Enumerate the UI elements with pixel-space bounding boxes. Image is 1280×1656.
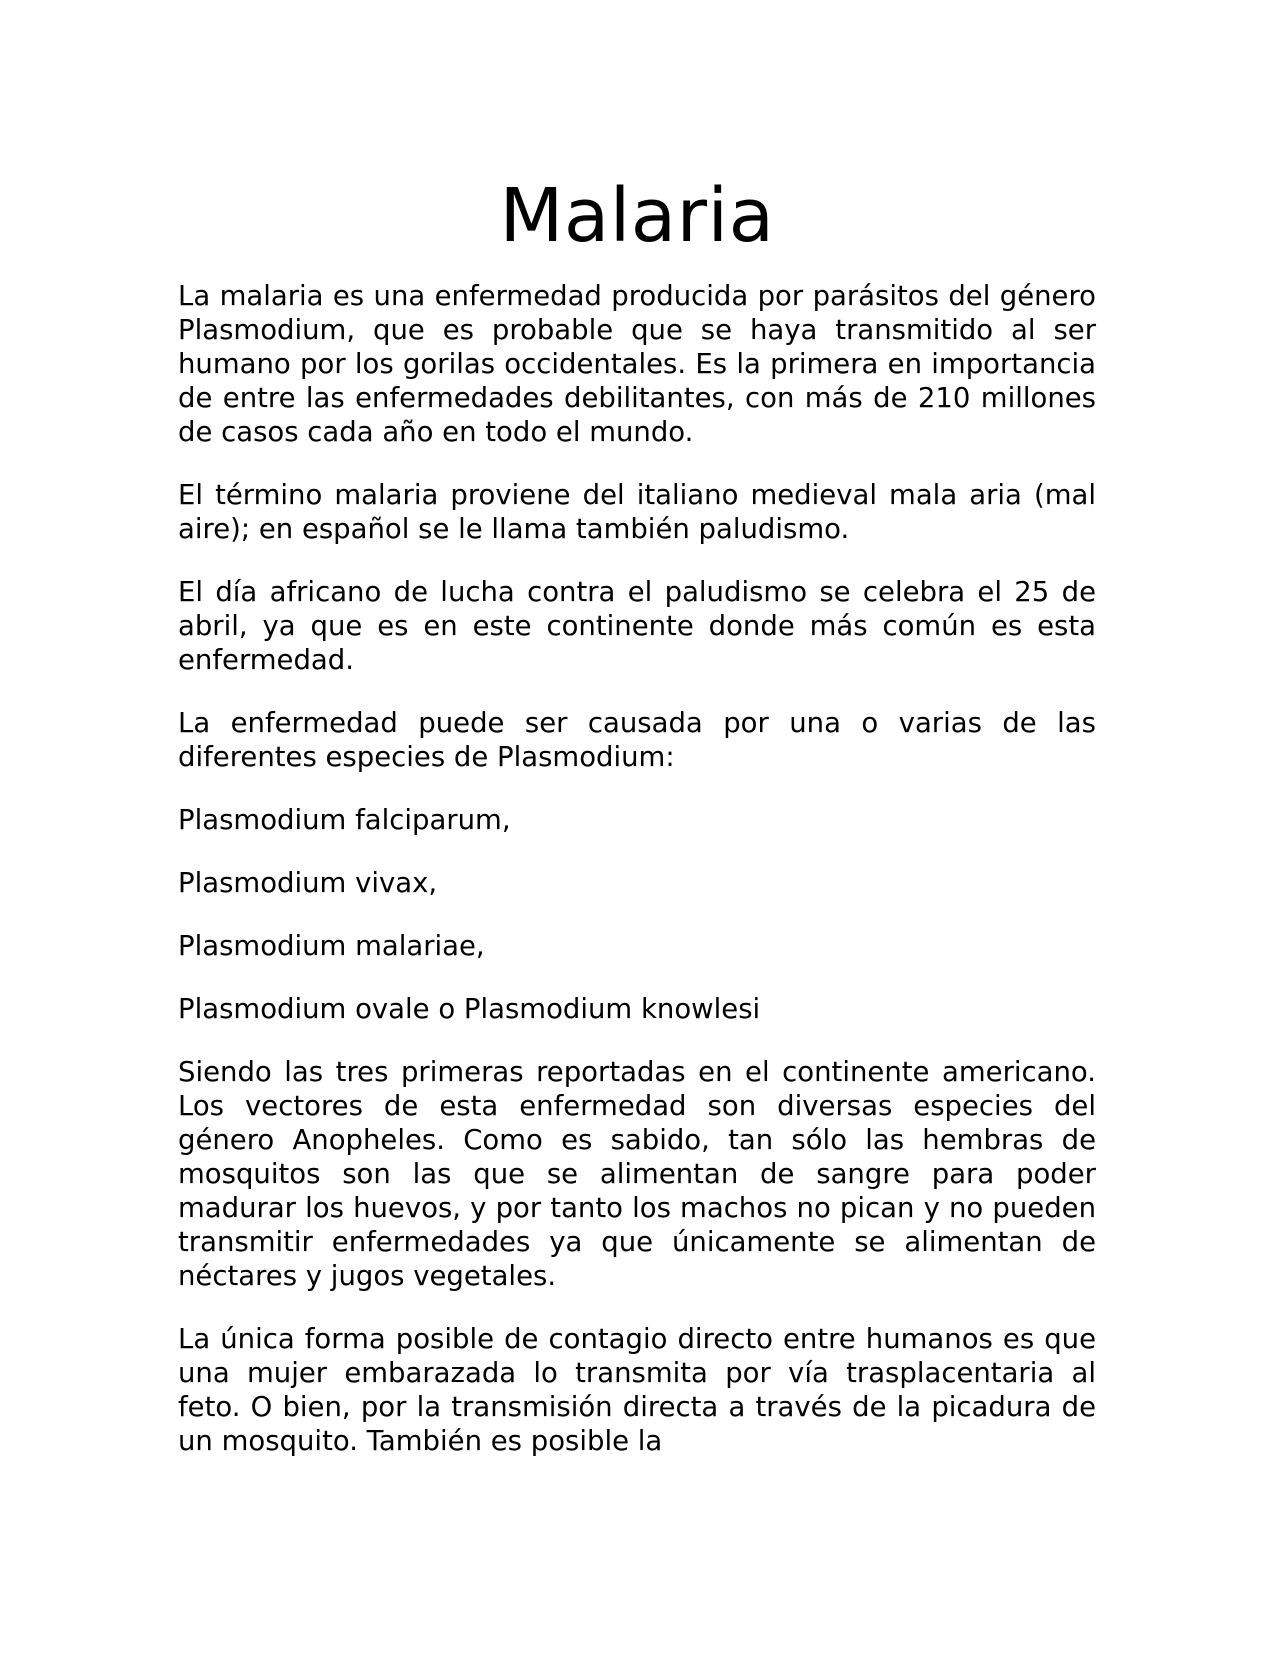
species-item-ovale-knowlesi: Plasmodium ovale o Plasmodium knowlesi (178, 992, 761, 1025)
paragraph-contagion: La única forma posible de contagio directo entre humanos es que una mujer embarazada lo transmita por vía trasplacentaria al feto. O bien, por la transmisión directa a través de la picadura de un mosquito. También es posible la (178, 1322, 1096, 1457)
species-item-vivax: Plasmodium vivax, (178, 866, 438, 899)
paragraph-etymology: El término malaria proviene del italiano medieval mala aria (mal aire); en español se le llama también paludismo. (178, 478, 1096, 545)
species-item-malariae: Plasmodium malariae, (178, 929, 485, 962)
paragraph-vectors: Siendo las tres primeras reportadas en el continente americano. Los vectores de esta enfermedad son diversas especies del género Anopheles. Como es sabido, tan sólo las hembras de mosquitos son las que se alimentan de sangre para poder madurar los huevos, y por tanto los machos no pican y no pueden transmitir enfermedades ya que únicamente se alimentan de néctares y jugos vegetales. (178, 1055, 1096, 1292)
document-title: Malaria (499, 173, 775, 259)
species-item-falciparum: Plasmodium falciparum, (178, 803, 511, 836)
document-body (178, 279, 1096, 1458)
paragraph-african-day: El día africano de lucha contra el paludismo se celebra el 25 de abril, ya que es en este continente donde más común es esta enfermedad. (178, 575, 1096, 676)
document-page (178, 172, 1096, 1487)
paragraph-intro: La malaria es una enfermedad producida por parásitos del género Plasmodium, que es probable que se haya transmitido al ser humano por los gorilas occidentales. Es la primera en importancia de entre las enfermedades debilitantes, con más de 210 millones de casos cada año en todo el mundo. (178, 279, 1096, 448)
paragraph-species-intro: La enfermedad puede ser causada por una o varias de las diferentes especies de Plasmodium: (178, 706, 1096, 773)
